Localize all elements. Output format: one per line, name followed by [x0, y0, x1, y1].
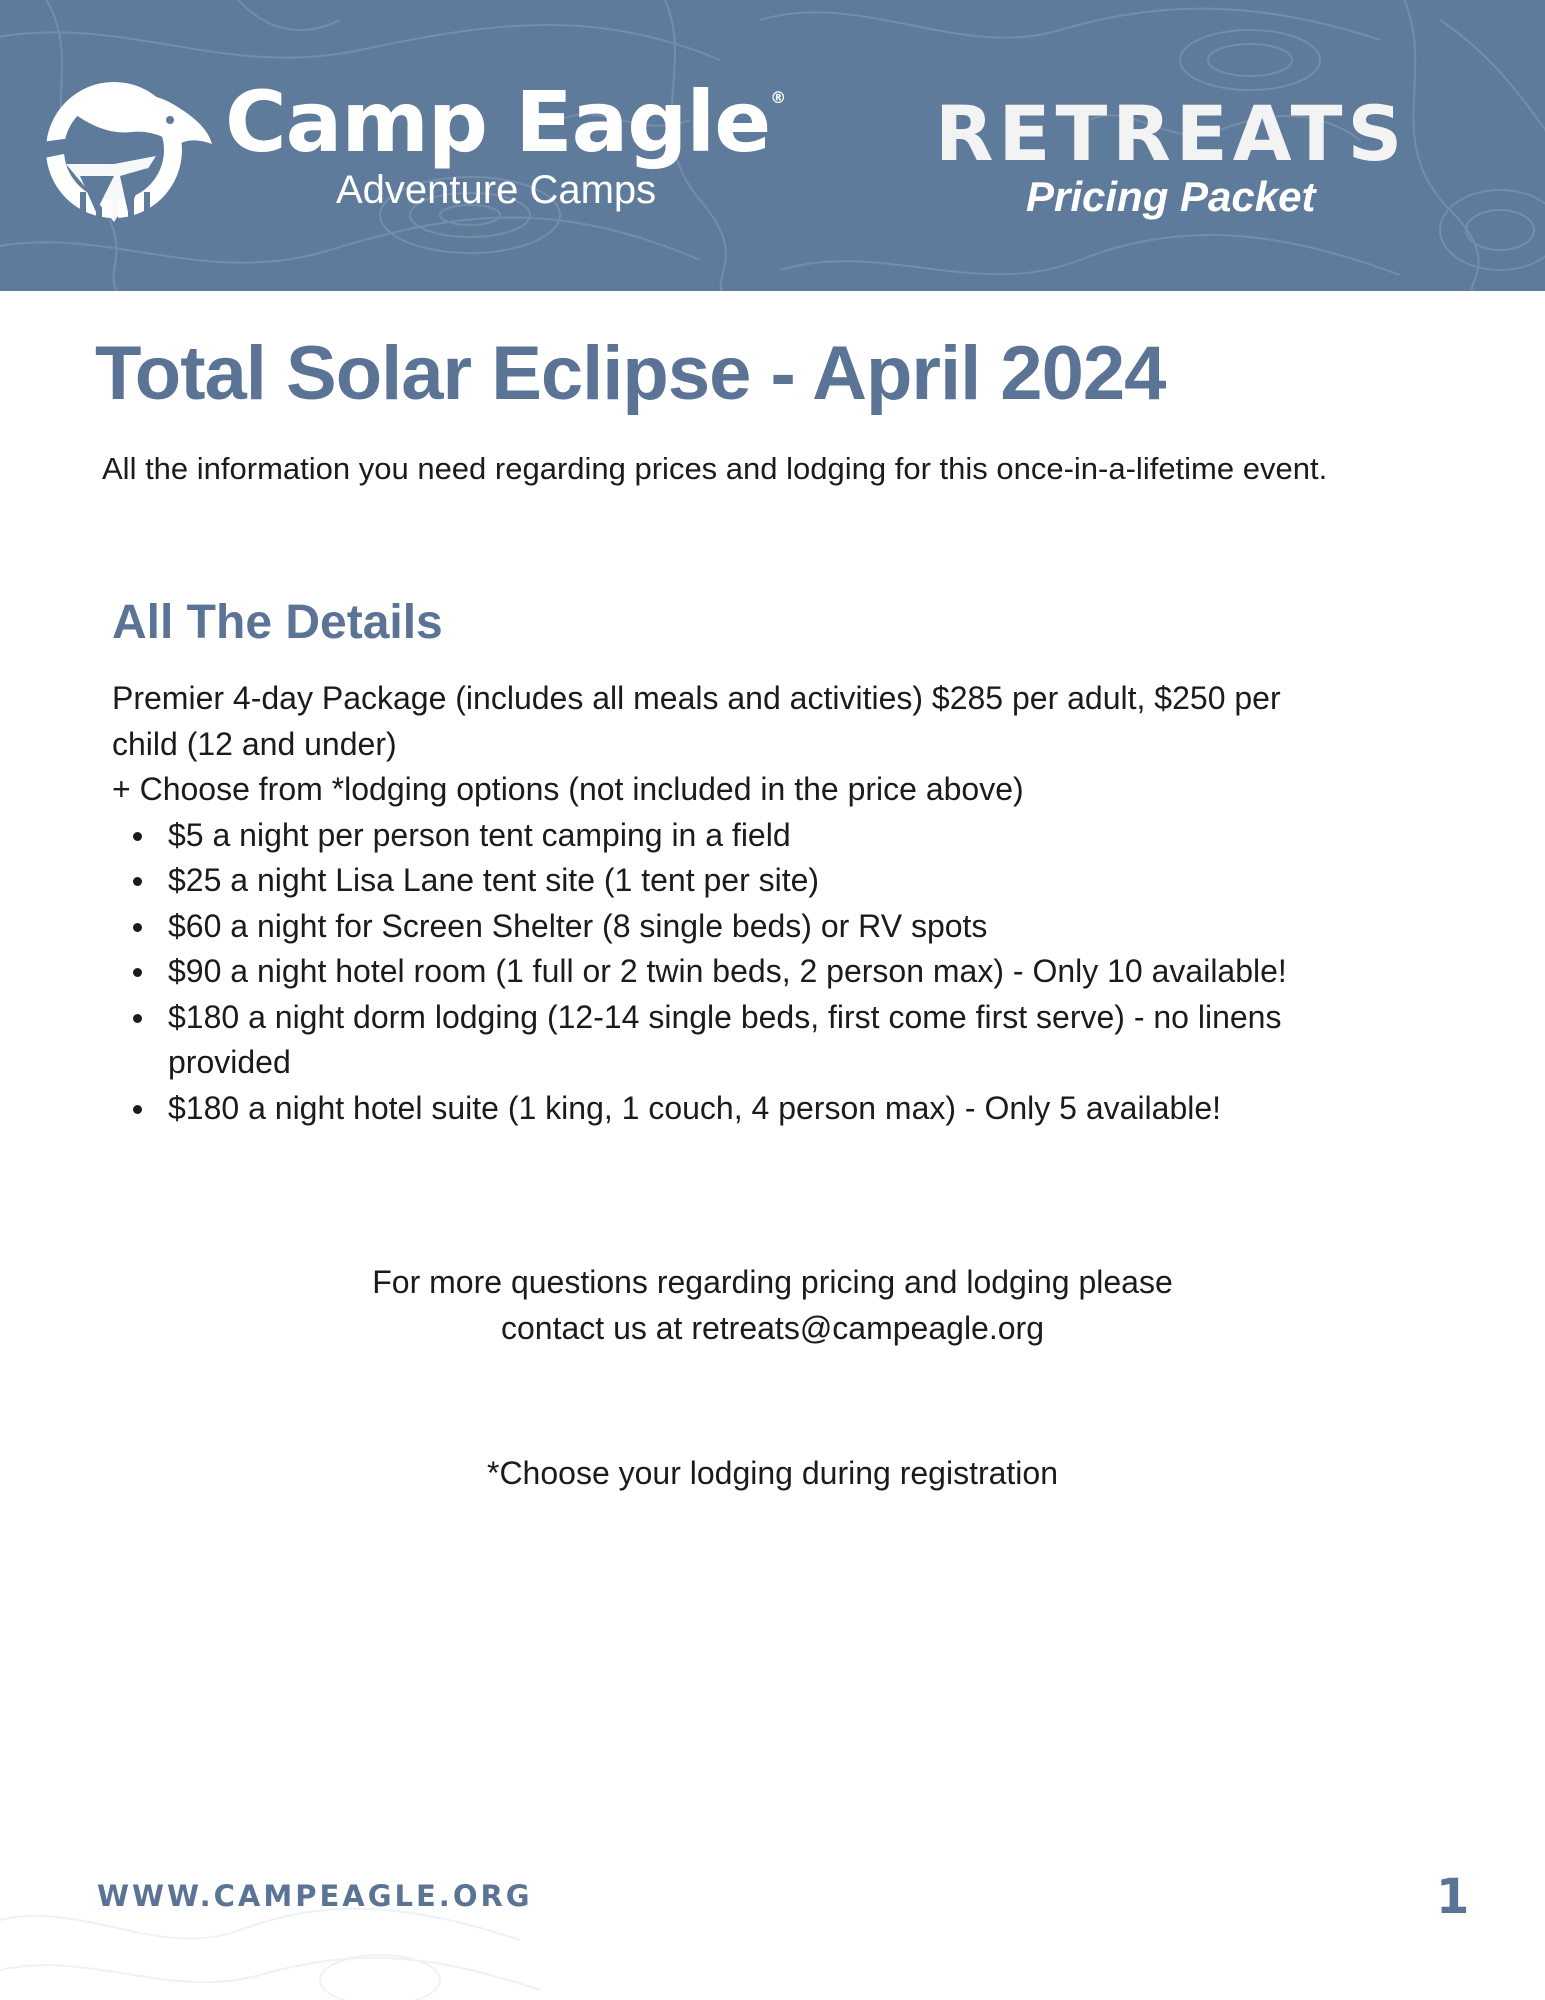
list-item: $180 a night hotel suite (1 king, 1 couch, 4 person max) - Only 5 available! [168, 1086, 1332, 1132]
registration-note: *Choose your lodging during registration [486, 1455, 1058, 1491]
brand-subtitle: Adventure Camps [336, 168, 657, 212]
page-number: 1 [1436, 1869, 1470, 1925]
packet-subtitle: Pricing Packet [1026, 173, 1316, 220]
brand-name-text: Camp Eagle [225, 73, 771, 171]
header-banner [0, 0, 1545, 291]
package-description: Premier 4-day Package (includes all meals and activities) $285 per adult, $250 per child (12 and under) [112, 680, 1281, 762]
page-title: Total Solar Eclipse - April 2024 [95, 331, 1166, 416]
registered-mark: ® [770, 88, 787, 107]
contact-paragraph [0, 1259, 1545, 1351]
lodging-options-list [112, 813, 1332, 1132]
section-heading: All The Details [112, 596, 443, 649]
list-item: $180 a night dorm lodging (12-14 single beds, first come first serve) - no linens provided [168, 995, 1332, 1086]
section-label: RETREATS [935, 89, 1408, 178]
list-item: $5 a night per person tent camping in a field [168, 813, 1332, 859]
contact-line: For more questions regarding pricing and lodging please [372, 1264, 1173, 1300]
eagle-sun-logo-icon [36, 72, 212, 222]
details-block [112, 676, 1332, 1131]
list-item: $25 a night Lisa Lane tent site (1 tent per site) [168, 858, 1332, 904]
intro-paragraph: All the information you need regarding prices and lodging for this once-in-a-lifetime event. [102, 451, 1328, 486]
lodging-intro: + Choose from *lodging options (not included in the price above) [112, 771, 1024, 807]
list-item: $60 a night for Screen Shelter (8 single beds) or RV spots [168, 904, 1332, 950]
list-item: $90 a night hotel room (1 full or 2 twin beds, 2 person max) - Only 10 available! [168, 949, 1332, 995]
brand-name [225, 73, 787, 171]
contact-email-line: contact us at retreats@campeagle.org [501, 1310, 1044, 1346]
website-link[interactable]: WWW.CAMPEAGLE.ORG [97, 1879, 533, 1913]
